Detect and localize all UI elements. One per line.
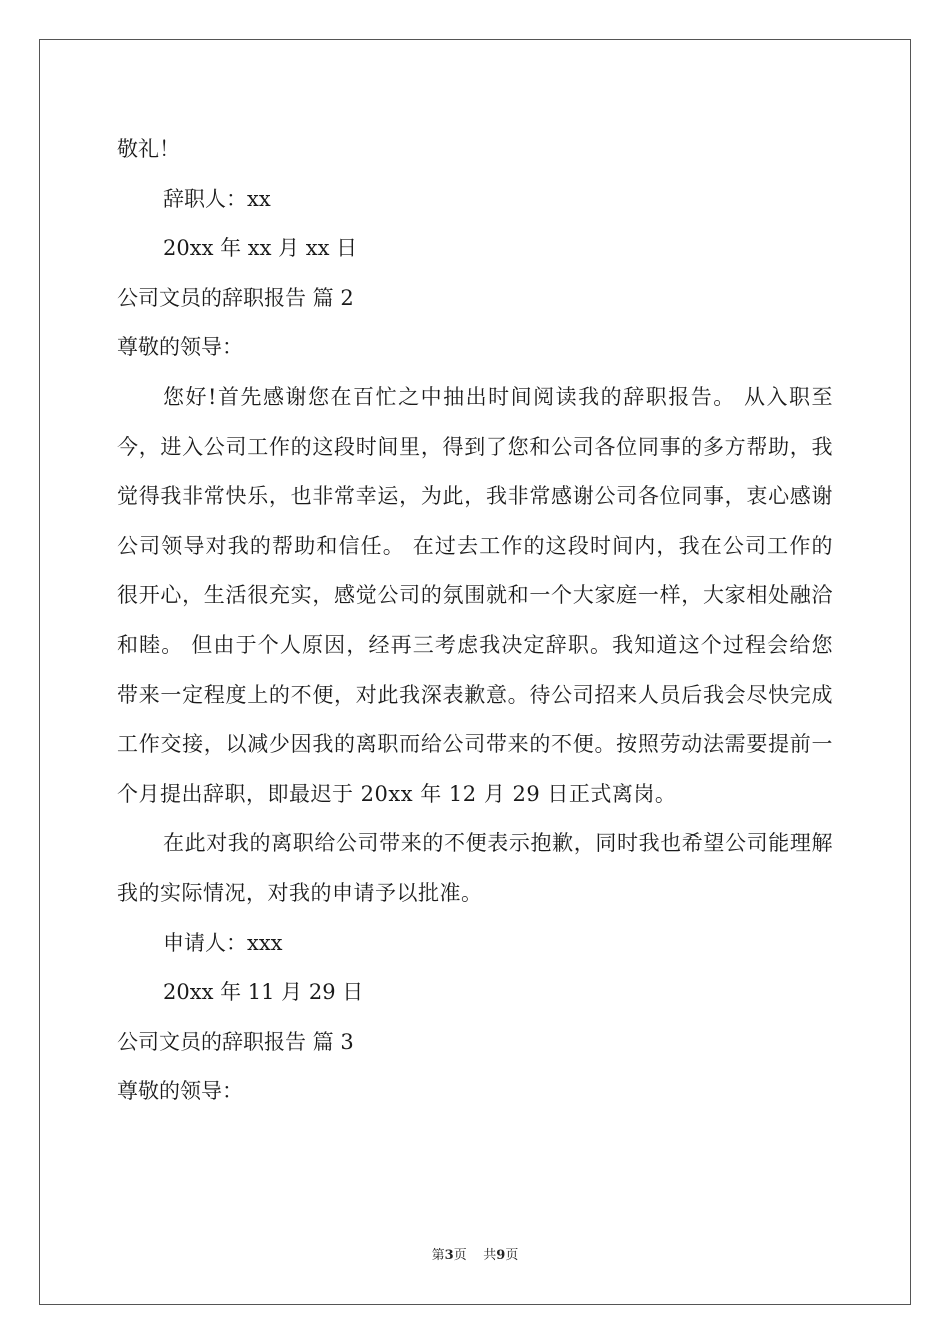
applicant-line: 申请人：xxx — [163, 930, 283, 955]
total-prefix: 共 — [483, 1248, 497, 1263]
closing-line: 敬礼！ — [117, 137, 180, 161]
total-suffix: 页 — [505, 1248, 519, 1263]
page-footer — [0, 1246, 950, 1266]
salutation-3: 尊敬的领导： — [117, 1079, 243, 1104]
page-suffix: 页 — [453, 1248, 467, 1263]
salutation-2: 尊敬的领导： — [117, 335, 243, 360]
application-date-line: 20xx 年 11 月 29 日 — [163, 980, 364, 1005]
section-heading-3: 公司文员的辞职报告 篇 3 — [117, 1029, 354, 1054]
document-body — [117, 125, 833, 1117]
page-prefix: 第 — [431, 1248, 445, 1263]
signer-line: 辞职人：xx — [163, 186, 271, 211]
body-paragraph-2: 在此对我的离职给公司带来的不便表示抱歉，同时我也希望公司能理解我的实际情况，对我的申请予以批准。 — [117, 831, 833, 905]
total-pages: 9 — [496, 1248, 506, 1263]
section-heading-2: 公司文员的辞职报告 篇 2 — [117, 285, 354, 310]
page-number: 3 — [444, 1248, 454, 1263]
date-line: 20xx 年 xx 月 xx 日 — [163, 236, 358, 261]
body-paragraph-1: 您好!首先感谢您在百忙之中抽出时间阅读我的辞职报告。 从入职至今，进入公司工作的这段时间里，得到了您和公司各位同事的多方帮助，我觉得我非常快乐，也非常幸运，为此，我非常感谢公司各位同事，衷心感谢公司领导对我的帮助和信任。 在过去工作的这段时间内，我在公司工作的很开心，生活很充实，感觉公司的氛围就和一个大家庭一样，大家相处融洽和睦。 但由于个人原因，经再三考虑我决定辞职。我知道这个过程会给您带来一定程度上的不便，对此我深表歉意。待公司招来人员后我会尽快完成工作交接，以减少因我的离职而给公司带来的不便。按照劳动法需要提前一个月提出辞职，即最迟于 20xx 年 12 月 29 日正式离岗。 — [117, 384, 833, 806]
